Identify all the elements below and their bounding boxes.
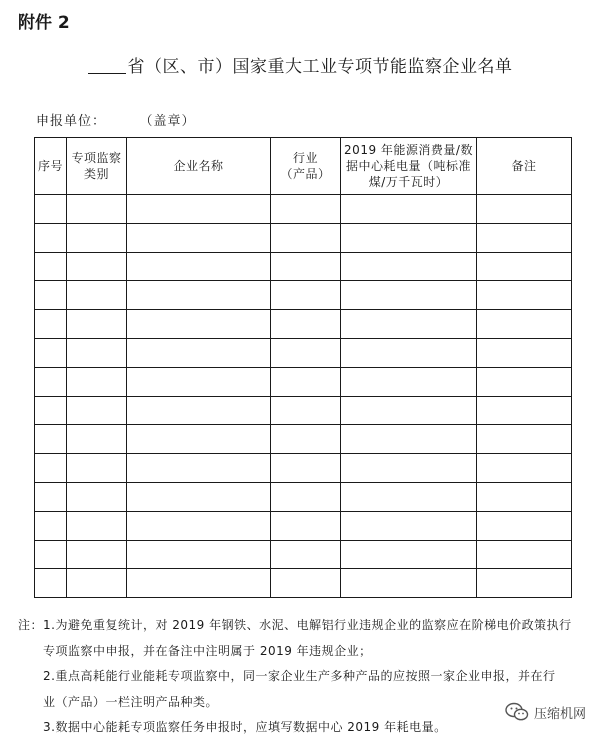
- table-cell: [35, 482, 67, 511]
- table-cell: [271, 310, 341, 339]
- table-cell: [341, 396, 477, 425]
- table-cell: [67, 569, 127, 598]
- note-1-line-2: 专项监察中申报，并在备注中注明属于 2019 年违规企业；: [43, 643, 372, 658]
- table-cell: [477, 195, 572, 224]
- table-cell: [477, 310, 572, 339]
- reporter-line: [36, 110, 196, 129]
- table-row: [35, 252, 572, 281]
- enterprise-list-table: [34, 137, 572, 598]
- table-cell: [271, 252, 341, 281]
- notes-prefix: 注：: [18, 618, 44, 632]
- attachment-label: 附件 2: [18, 13, 70, 33]
- table-cell: [35, 569, 67, 598]
- table-cell: [127, 540, 271, 569]
- table-cell: [67, 454, 127, 483]
- table-cell: [271, 454, 341, 483]
- table-row: [35, 310, 572, 339]
- table-cell: [35, 338, 67, 367]
- wechat-icon: [505, 702, 529, 722]
- table-cell: [67, 482, 127, 511]
- table-cell: [127, 425, 271, 454]
- col-header-category: 专项监察 类别: [67, 138, 127, 195]
- table-cell: [127, 482, 271, 511]
- table-cell: [67, 310, 127, 339]
- table-cell: [477, 540, 572, 569]
- table-cell: [477, 569, 572, 598]
- table-row: [35, 569, 572, 598]
- table-cell: [67, 338, 127, 367]
- table-cell: [271, 281, 341, 310]
- table-cell: [477, 338, 572, 367]
- table-cell: [271, 482, 341, 511]
- table-cell: [341, 223, 477, 252]
- table-cell: [341, 281, 477, 310]
- province-blank: [88, 73, 126, 74]
- table-cell: [67, 252, 127, 281]
- table-cell: [271, 195, 341, 224]
- table-cell: [67, 281, 127, 310]
- table-cell: [477, 396, 572, 425]
- seal-label: （盖章）: [146, 114, 196, 129]
- watermark: [505, 702, 586, 722]
- table-row: [35, 223, 572, 252]
- table-row: [35, 338, 572, 367]
- col-header-remarks: 备注: [477, 138, 572, 195]
- table-row: [35, 195, 572, 224]
- table-cell: [271, 396, 341, 425]
- table-cell: [341, 425, 477, 454]
- table-cell: [35, 195, 67, 224]
- table-row: [35, 511, 572, 540]
- reporter-label: 申报单位：: [36, 114, 107, 129]
- table-cell: [35, 454, 67, 483]
- table-cell: [271, 338, 341, 367]
- table-cell: [271, 540, 341, 569]
- table-cell: [341, 367, 477, 396]
- table-cell: [67, 396, 127, 425]
- table-row: [35, 454, 572, 483]
- table-cell: [67, 540, 127, 569]
- note-1-line-1: 注：1.为避免重复统计，对 2019 年钢铁、水泥、电解铝行业违规企业的监察应在阶梯电价政策执行: [18, 618, 572, 632]
- note-2-line-2: 业（产品）一栏注明产品种类。: [43, 694, 219, 709]
- table-cell: [67, 367, 127, 396]
- table-cell: [127, 281, 271, 310]
- table-row: [35, 367, 572, 396]
- table-cell: [271, 569, 341, 598]
- table-cell: [271, 511, 341, 540]
- table-cell: [35, 396, 67, 425]
- table-cell: [127, 338, 271, 367]
- table-cell: [127, 252, 271, 281]
- note-3: 3.数据中心能耗专项监察任务申报时，应填写数据中心 2019 年耗电量。: [43, 720, 447, 734]
- table-cell: [341, 540, 477, 569]
- table-cell: [477, 281, 572, 310]
- table-cell: [35, 511, 67, 540]
- table-cell: [35, 252, 67, 281]
- table-row: [35, 540, 572, 569]
- table-cell: [477, 454, 572, 483]
- col-header-energy: 2019 年能源消费量/数 据中心耗电量（吨标准 煤/万千瓦时）: [341, 138, 477, 195]
- table-header-row: [35, 138, 572, 195]
- table-cell: [67, 425, 127, 454]
- table-cell: [477, 482, 572, 511]
- table-cell: [341, 511, 477, 540]
- table-cell: [341, 252, 477, 281]
- table-cell: [127, 367, 271, 396]
- table-cell: [35, 367, 67, 396]
- table-cell: [67, 195, 127, 224]
- table-row: [35, 425, 572, 454]
- col-header-company: 企业名称: [127, 138, 271, 195]
- table-cell: [127, 195, 271, 224]
- table-cell: [35, 281, 67, 310]
- watermark-text: 压缩机网: [533, 706, 586, 722]
- table-cell: [477, 367, 572, 396]
- col-header-industry: 行业 （产品）: [271, 138, 341, 195]
- note-2-line-1: 2.重点高耗能行业能耗专项监察中，同一家企业生产多种产品的应按照一家企业申报，并在行: [43, 669, 556, 683]
- table-cell: [341, 569, 477, 598]
- table-cell: [127, 310, 271, 339]
- table-row: [35, 281, 572, 310]
- table-cell: [477, 425, 572, 454]
- table-cell: [271, 425, 341, 454]
- table-cell: [127, 511, 271, 540]
- col-header-index: 序号: [35, 138, 67, 195]
- table-cell: [341, 482, 477, 511]
- page-title: [0, 52, 600, 77]
- table-row: [35, 396, 572, 425]
- table-cell: [127, 454, 271, 483]
- title-text: 省（区、市）国家重大工业专项节能监察企业名单: [127, 57, 513, 77]
- table-cell: [477, 511, 572, 540]
- table-cell: [35, 540, 67, 569]
- table-cell: [67, 511, 127, 540]
- notes-section: [18, 613, 588, 741]
- table-cell: [341, 310, 477, 339]
- table-cell: [341, 454, 477, 483]
- table-cell: [271, 367, 341, 396]
- table-cell: [341, 338, 477, 367]
- table-cell: [341, 195, 477, 224]
- table-cell: [477, 252, 572, 281]
- table-row: [35, 482, 572, 511]
- table-cell: [477, 223, 572, 252]
- table-cell: [271, 223, 341, 252]
- table-cell: [127, 569, 271, 598]
- table-cell: [67, 223, 127, 252]
- table-cell: [35, 310, 67, 339]
- table-cell: [127, 396, 271, 425]
- table-cell: [35, 223, 67, 252]
- table-cell: [127, 223, 271, 252]
- table-cell: [35, 425, 67, 454]
